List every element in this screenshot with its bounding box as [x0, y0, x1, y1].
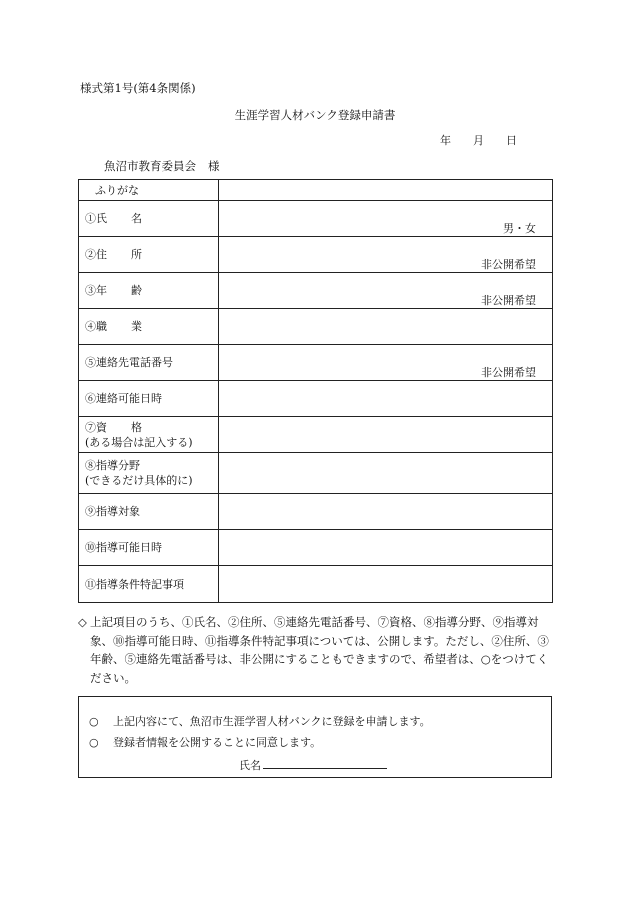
furigana-label: ふりがな	[79, 180, 219, 201]
row-available-time	[79, 530, 553, 566]
row-phone	[79, 345, 553, 381]
addressee	[104, 158, 220, 174]
available-time-label: ⑩指導可能日時	[79, 530, 219, 566]
consent-apply-circle[interactable]: ○	[89, 715, 99, 728]
row-age	[79, 273, 553, 309]
occupation-field[interactable]	[219, 309, 553, 345]
teaching-field-sublabel: (できるだけ具体的に)	[85, 474, 193, 487]
age-private-option[interactable]: 非公開希望	[481, 294, 536, 307]
qualification-label	[79, 417, 219, 453]
notice-bullet: ◇	[78, 615, 87, 629]
address-label	[79, 237, 219, 273]
special-notes-label: ⑪指導条件特記事項	[79, 566, 219, 603]
row-occupation	[79, 309, 553, 345]
phone-field[interactable]	[219, 345, 553, 381]
address-private-option[interactable]: 非公開希望	[481, 258, 536, 271]
consent-apply-text: 上記内容にて、魚沼市生涯学習人材バンクに登録を申請します。	[113, 715, 431, 728]
addressee-name: 魚沼市教育委員会	[104, 159, 196, 173]
row-field	[79, 453, 553, 494]
qualification-label-b: 格	[131, 420, 142, 434]
phone-private-option[interactable]: 非公開希望	[481, 366, 536, 379]
addressee-suffix: 様	[208, 159, 220, 173]
teaching-field-label	[79, 453, 219, 494]
occupation-label-a: ④職	[85, 320, 107, 333]
special-notes-field[interactable]	[219, 566, 553, 603]
form-number: 様式第1号(第4条関係)	[80, 81, 196, 95]
consent-apply[interactable]	[89, 713, 431, 729]
disclosure-notice	[78, 613, 556, 687]
address-field[interactable]	[219, 237, 553, 273]
row-qualification	[79, 417, 553, 453]
row-address	[79, 237, 553, 273]
teaching-field-field[interactable]	[219, 453, 553, 494]
notice-text: 上記項目のうち、①氏名、②住所、⑤連絡先電話番号、⑦資格、⑧指導分野、⑨指導対象、⑩指導可能日時、⑪指導条件特記事項については、公開します。ただし、②住所、③年齢、⑤連絡先電話番号は、非公開にすることもできますので、希望者は、○をつけてください。	[90, 615, 549, 685]
teaching-target-field[interactable]	[219, 494, 553, 530]
gender-choice[interactable]: 男・女	[503, 222, 536, 235]
occupation-label-b: 業	[131, 320, 142, 333]
teaching-field-label-main: ⑧指導分野	[85, 459, 140, 472]
row-furigana	[79, 180, 553, 201]
qualification-field[interactable]	[219, 417, 553, 453]
age-label	[79, 273, 219, 309]
date-year: 年	[440, 134, 451, 147]
date-month: 月	[473, 134, 484, 147]
contact-time-label: ⑥連絡可能日時	[79, 381, 219, 417]
name-label-b: 名	[131, 212, 142, 225]
signature-line	[239, 756, 387, 773]
registration-table	[78, 179, 553, 603]
signature-field[interactable]	[263, 756, 387, 769]
name-label-a: ①氏	[85, 212, 107, 225]
address-label-b: 所	[131, 248, 142, 261]
qualification-label-a: ⑦資	[85, 420, 107, 434]
row-special-notes	[79, 566, 553, 603]
age-label-a: ③年	[85, 284, 107, 297]
date-day: 日	[506, 134, 517, 147]
name-label	[79, 201, 219, 237]
teaching-target-label: ⑨指導対象	[79, 494, 219, 530]
contact-time-field[interactable]	[219, 381, 553, 417]
phone-label: ⑤連絡先電話番号	[79, 345, 219, 381]
signature-label: 氏名	[239, 759, 261, 772]
age-label-b: 齢	[131, 284, 142, 297]
row-contact-time	[79, 381, 553, 417]
address-label-a: ②住	[85, 248, 107, 261]
date-line	[440, 132, 517, 148]
form-title: 生涯学習人材バンク登録申請書	[234, 108, 396, 122]
occupation-label	[79, 309, 219, 345]
available-time-field[interactable]	[219, 530, 553, 566]
consent-publish-circle[interactable]: ○	[89, 736, 99, 749]
furigana-field[interactable]	[219, 180, 553, 201]
consent-box	[78, 696, 552, 778]
row-target	[79, 494, 553, 530]
consent-publish[interactable]	[89, 734, 321, 750]
consent-publish-text: 登録者情報を公開することに同意します。	[113, 736, 322, 749]
age-field[interactable]	[219, 273, 553, 309]
row-name	[79, 201, 553, 237]
qualification-sublabel: (ある場合は記入する)	[85, 435, 193, 449]
name-field[interactable]	[219, 201, 553, 237]
